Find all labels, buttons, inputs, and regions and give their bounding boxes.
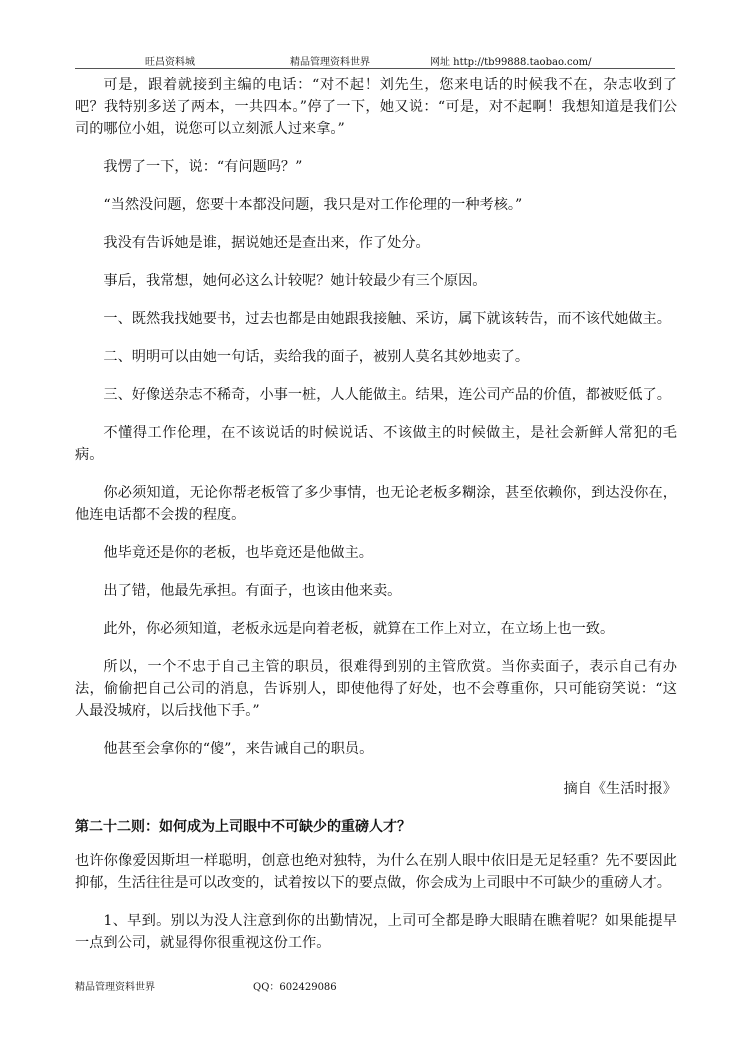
paragraph: 所以，一个不忠于自己主管的职员，很难得到别的主管欣赏。当你卖面子，表示自己有办法，偷偷把自己公司的消息，告诉别人，即使他得了好处，也不会尊重你，只可能窃笑说：“这人最没城府，以后找他下手。” [75, 659, 677, 719]
footer-left-text: 精品管理资料世界 [75, 982, 155, 993]
intro-paragraph: 也许你像爱因斯坦一样聪明，创意也绝对独特，为什么在别人眼中依旧是无足轻重？先不要因此抑郁，生活往往是可以改变的，试着按以下的要点做，你会成为上司眼中不可缺少的重磅人才。 [75, 853, 677, 891]
paragraph: 出了错，他最先承担。有面子，也该由他来卖。 [103, 583, 402, 599]
paragraph: 不懂得工作伦理，在不该说话的时候说话、不该做主的时候做主，是社会新鲜人常犯的毛病。 [75, 425, 677, 463]
section-heading: 第二十二则：如何成为上司眼中不可缺少的重磅人才？ [75, 819, 411, 835]
paragraph: “当然没问题，您要十本都没问题，我只是对工作伦理的一种考核。” [103, 197, 523, 213]
paragraph: 三、好像送杂志不稀奇，小事一桩，人人能做主。结果，连公司产品的价值，都被贬低了。 [103, 387, 671, 403]
header-left-text: 旺昌资料城 [145, 57, 195, 68]
header-url-text[interactable]: 网址 http://tb99888.taobao.com/ [430, 57, 592, 68]
paragraph: 一、既然我找她要书，过去也都是由她跟我接触、采访，属下就该转告，而不该代她做主。 [103, 311, 671, 327]
paragraph: 我没有告诉她是谁，据说她还是查出来，作了处分。 [103, 235, 430, 251]
paragraph: 此外，你必须知道，老板永远是向着老板，就算在工作上对立，在立场上也一致。 [103, 621, 615, 637]
paragraph: 他毕竟还是你的老板，也毕竟还是他做主。 [103, 545, 373, 561]
point-paragraph: 1、早到。别以为没人注意到你的出勤情况，上司可全都是睁大眼睛在瞧着呢？如果能提早一点到公司，就显得你很重视这份工作。 [75, 913, 677, 951]
paragraph: 二、明明可以由她一句话，卖给我的面子，被别人莫名其妙地卖了。 [103, 349, 530, 365]
paragraph: 可是，跟着就接到主编的电话：“对不起！刘先生，您来电话的时候我不在，杂志收到了吧？我特别多送了两本，一共四本。”停了一下，她又说：“可是，对不起啊！我想知道是我们公司的哪位小姐，说您可以立刻派人过来拿。” [75, 77, 677, 137]
source-citation: 摘自《生活时报》 [563, 781, 677, 797]
paragraph: 他甚至会拿你的“傻”，来告诫自己的职员。 [103, 741, 374, 757]
footer-qq-text: QQ：602429086 [253, 982, 337, 993]
header-middle-text: 精品管理资料世界 [290, 57, 370, 68]
paragraph: 我愣了一下，说：“有问题吗？” [103, 159, 303, 175]
paragraph: 事后，我常想，她何必这么计较呢？她计较最少有三个原因。 [103, 273, 487, 289]
page-header [75, 50, 675, 69]
document-body [75, 74, 677, 954]
paragraph: 你必须知道，无论你帮老板管了多少事情，也无论老板多糊涂，甚至依赖你，到达没你在，他连电话都不会拨的程度。 [75, 485, 677, 523]
